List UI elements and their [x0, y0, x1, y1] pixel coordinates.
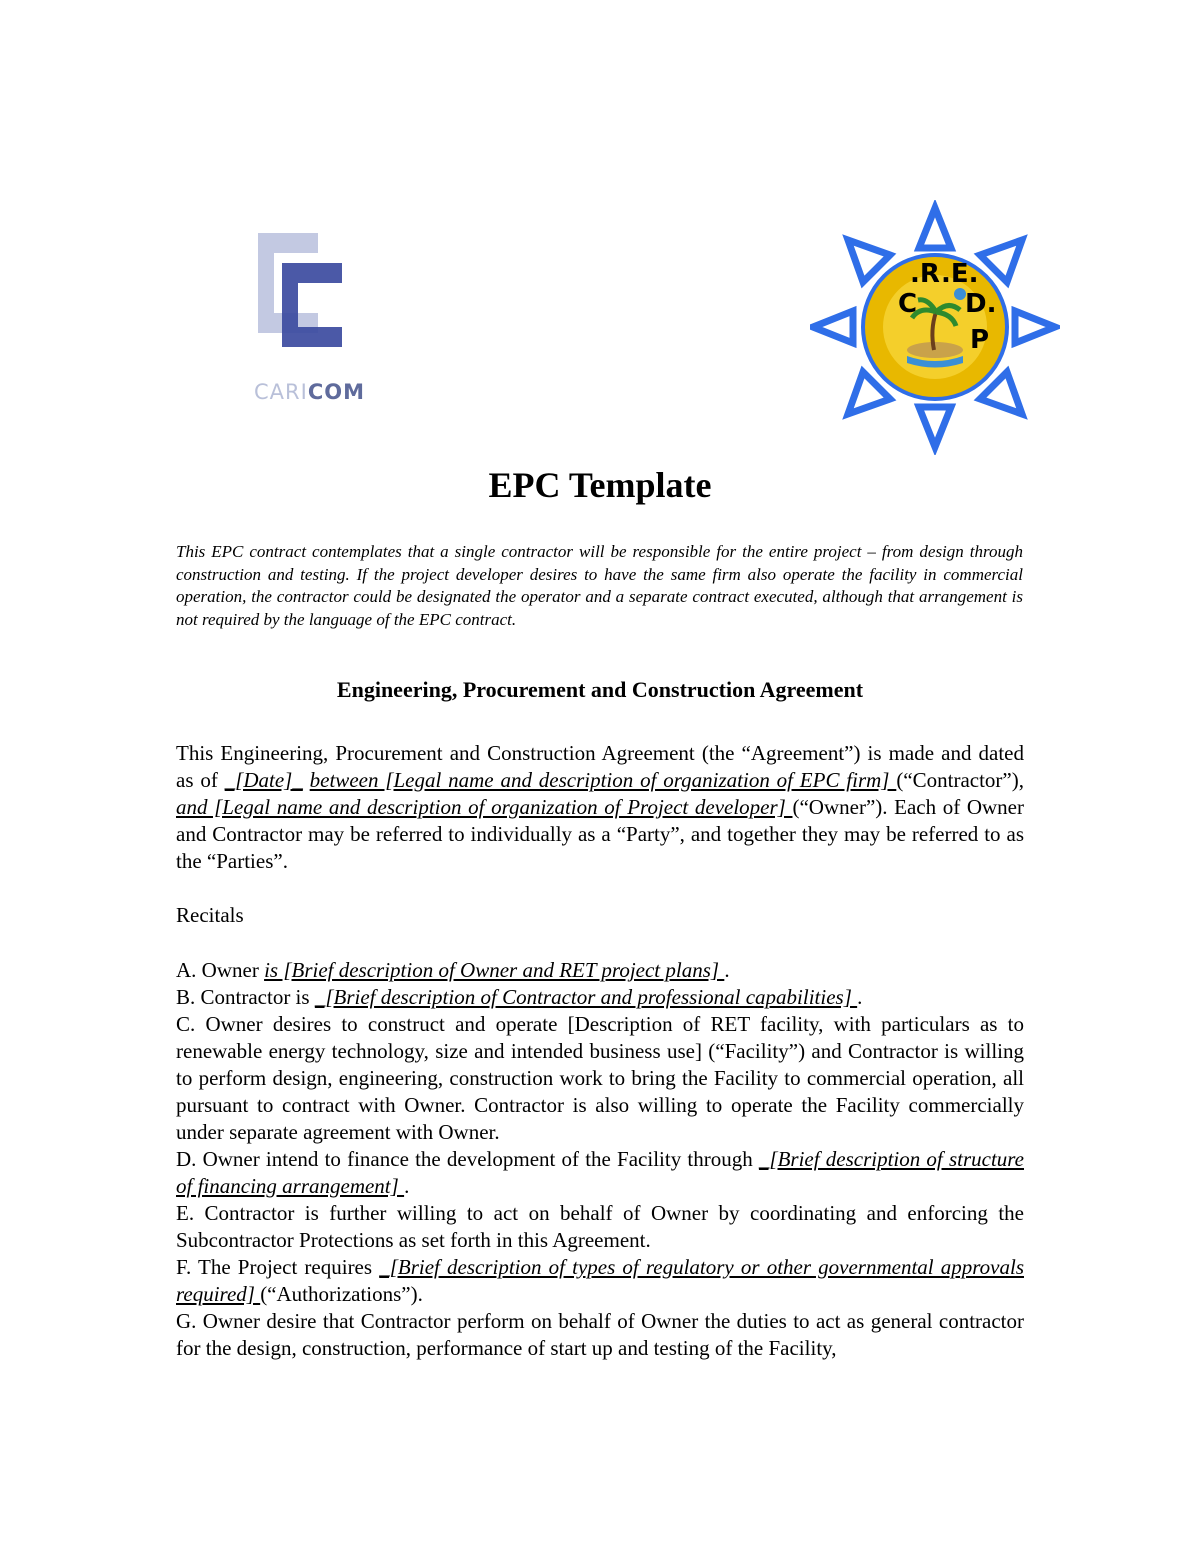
svg-text:P: P — [970, 325, 990, 355]
credp-sun-logo — [810, 200, 1060, 455]
recitals-heading: Recitals — [176, 903, 244, 927]
intro-paragraph: This EPC contract contemplates that a single contractor will be responsible for the entire project – from design through construction and testing. If the project developer desires to have the same firm also operate the facility in commercial operation, the contractor could be designated the operator and a separate contract executed, although that arrangement is not required by the language of the EPC contract. — [176, 542, 1023, 630]
svg-text:.E.: .E. — [941, 259, 979, 289]
recital-f: F. The Project requires _[Brief description of types of regulatory or other governmental approvals required] (“Authorizations”). — [176, 1255, 1024, 1306]
agreement-heading: Engineering, Procurement and Construction Agreement — [336, 677, 864, 702]
recital-e: E. Contractor is further willing to act on behalf of Owner by coordinating and enforcing the Subcontractor Protections as set forth in this Agreement. — [176, 1201, 1024, 1252]
recital-d: D. Owner intend to finance the development of the Facility through _[Brief description of structure of financing arrangement] . — [176, 1147, 1024, 1198]
document-title: EPC Template — [488, 465, 712, 505]
agreement-paragraph: This Engineering, Procurement and Construction Agreement (the “Agreement”) is made and dated as of _[Date]_ between [Legal name and description of organization of EPC firm] (“Contractor”), and [Legal name and description of organization of Project developer] (“Owner”). Each of Owner and Contractor may be referred to individually as a “Party”, and together they may be referred to as the “Parties”. — [176, 741, 1024, 873]
svg-text:C: C — [898, 289, 918, 319]
recital-g: G. Owner desire that Contractor perform on behalf of Owner the duties to act as general contractor for the design, construction, performance of start up and testing of the Facility, — [176, 1309, 1024, 1360]
date-placeholder: _[Date]_ — [224, 768, 303, 792]
recitals-list — [176, 957, 1024, 1362]
contractor-placeholder: between [Legal name and description of organization of EPC firm] — [309, 768, 897, 792]
owner-placeholder: and [Legal name and description of organization of Project developer] — [176, 795, 793, 819]
recital-b: B. Contractor is _[Brief description of Contractor and professional capabilities] . — [176, 985, 863, 1009]
recital-c: C. Owner desires to construct and operate [Description of RET facility, with particulars as to renewable energy technology, size and intended business use] (“Facility”) and Contractor is willing to perform design, engineering, construction work to bring the Facility to commercial operation, all pursuant to contract with Owner. Contractor is also willing to operate the Facility commercially under separate agreement with Owner. — [176, 1012, 1024, 1144]
caricom-wordmark: CARICOM — [254, 380, 365, 404]
svg-text:D.: D. — [965, 289, 997, 319]
svg-text:.R: .R — [910, 259, 940, 289]
recital-a: A. Owner is [Brief description of Owner and RET project plans] . — [176, 958, 730, 982]
